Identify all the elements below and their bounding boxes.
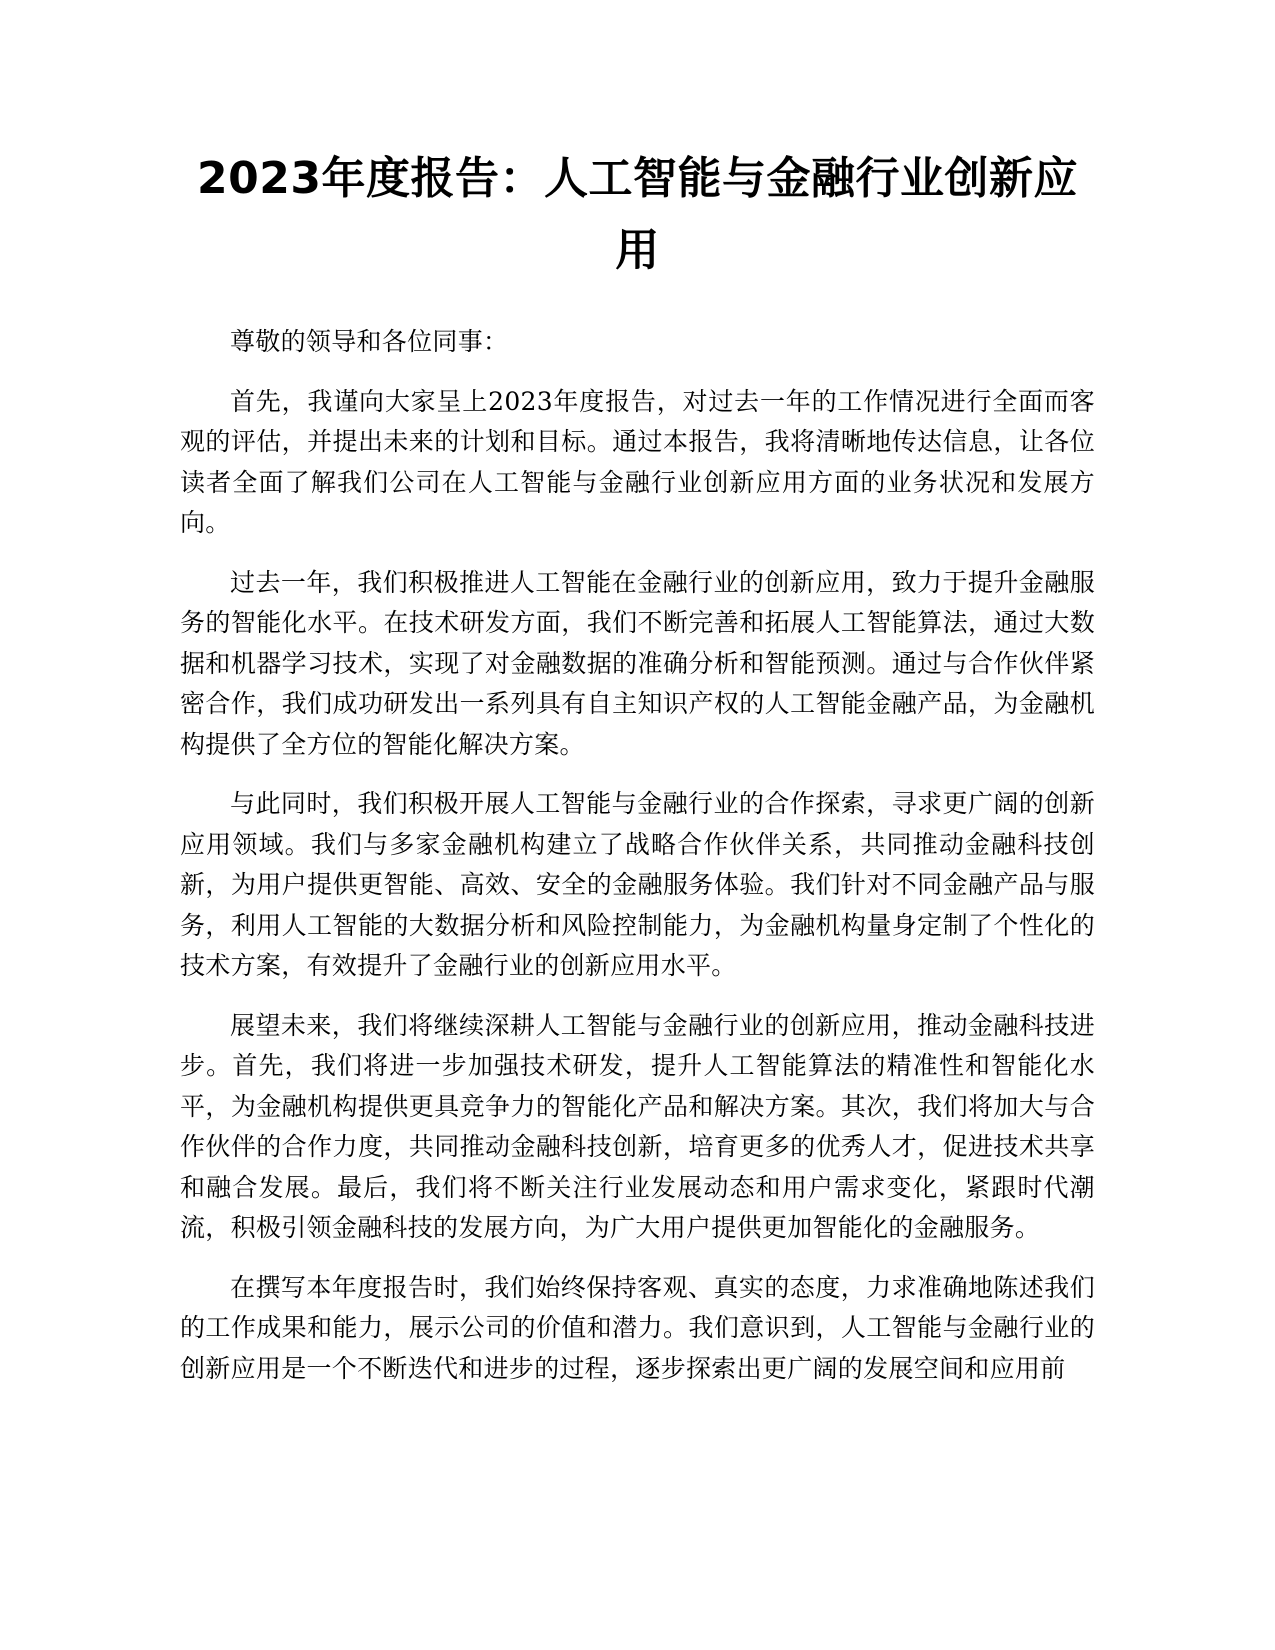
body-paragraph: 首先，我谨向大家呈上2023年度报告，对过去一年的工作情况进行全面而客观的评估，并提出未来的计划和目标。通过本报告，我将清晰地传达信息，让各位读者全面了解我们公司在人工智能与金融行业创新应用方面的业务状况和发展方向。 [180,386,1095,537]
document-body [180,322,1095,1408]
body-paragraph: 过去一年，我们积极推进人工智能在金融行业的创新应用，致力于提升金融服务的智能化水平。在技术研发方面，我们不断完善和拓展人工智能算法，通过大数据和机器学习技术，实现了对金融数据的准确分析和智能预测。通过与合作伙伴紧密合作，我们成功研发出一系列具有自主知识产权的人工智能金融产品，为金融机构提供了全方位的智能化解决方案。 [180,567,1095,759]
body-paragraph: 在撰写本年度报告时，我们始终保持客观、真实的态度，力求准确地陈述我们的工作成果和能力，展示公司的价值和潜力。我们意识到，人工智能与金融行业的创新应用是一个不断迭代和进步的过程，逐步探索出更广阔的发展空间和应用前 [180,1272,1095,1383]
body-paragraph: 展望未来，我们将继续深耕人工智能与金融行业的创新应用，推动金融科技进步。首先，我们将进一步加强技术研发，提升人工智能算法的精准性和智能化水平，为金融机构提供更具竞争力的智能化产品和解决方案。其次，我们将加大与合作伙伴的合作力度，共同推动金融科技创新，培育更多的优秀人才，促进技术共享和融合发展。最后，我们将不断关注行业发展动态和用户需求变化，紧跟时代潮流，积极引领金融科技的发展方向，为广大用户提供更加智能化的金融服务。 [180,1010,1095,1242]
body-paragraph: 与此同时，我们积极开展人工智能与金融行业的合作探索，寻求更广阔的创新应用领域。我们与多家金融机构建立了战略合作伙伴关系，共同推动金融科技创新，为用户提供更智能、高效、安全的金融服务体验。我们针对不同金融产品与服务，利用人工智能的大数据分析和风险控制能力，为金融机构量身定制了个性化的技术方案，有效提升了金融行业的创新应用水平。 [180,789,1095,980]
document-title: 2023年度报告：人工智能与金融行业创新应用 [197,153,1078,276]
salutation-paragraph: 尊敬的领导和各位同事： [230,327,509,356]
